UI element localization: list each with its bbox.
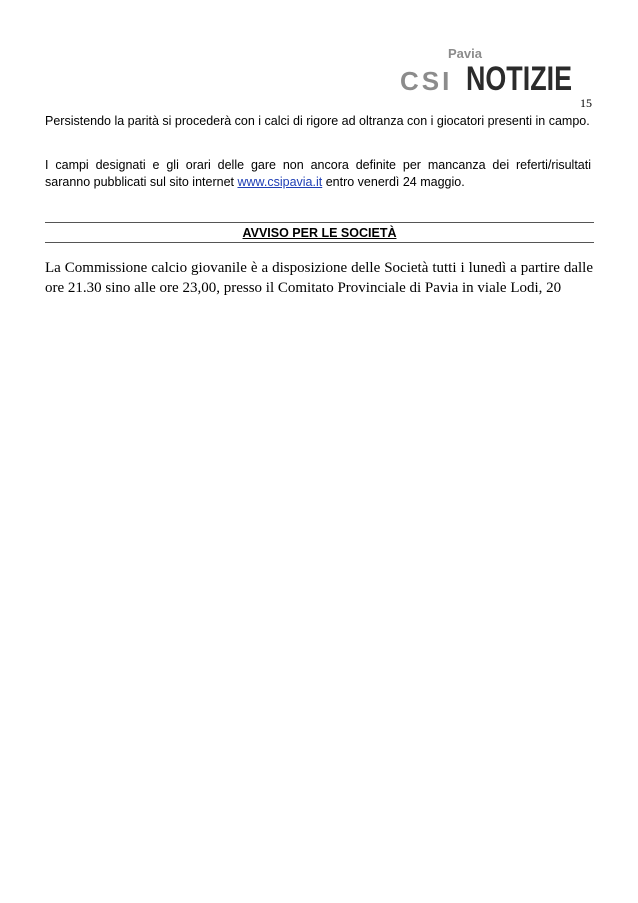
paragraph-schedule-text-start: I campi designati e gli orari delle gare non ancora definite per mancanza dei referti/risultati saranno pubblicati sul sito internet (45, 158, 591, 189)
logo-pavia-text: Pavia (448, 46, 482, 61)
notice-body: La Commissione calcio giovanile è a disposizione delle Società tutti i lunedì a partire dalle ore 21.30 sino alle ore 23,00, presso il Comitato Provinciale di Pavia in viale Lodi, 20 (45, 260, 593, 296)
csipavia-website-link[interactable]: www.csipavia.it (237, 175, 323, 189)
notice-bottom-divider (45, 242, 594, 243)
logo-notizie-text: NOTIZIE (466, 60, 572, 98)
paragraph-penalties: Persistendo la parità si procederà con i calci di rigore ad oltranza con i giocatori presenti in campo. (45, 114, 590, 128)
notice-top-divider (45, 222, 594, 223)
csi-notizie-logo (396, 40, 576, 98)
page-number: 15 (580, 96, 592, 110)
paragraph-schedule (45, 157, 591, 191)
paragraph-schedule-text-end: entro venerdì 24 maggio. (322, 175, 465, 189)
logo-graphic (396, 40, 576, 98)
logo-csi-text: CSI (400, 66, 453, 96)
notice-heading: AVVISO PER LE SOCIETÀ (242, 226, 397, 240)
